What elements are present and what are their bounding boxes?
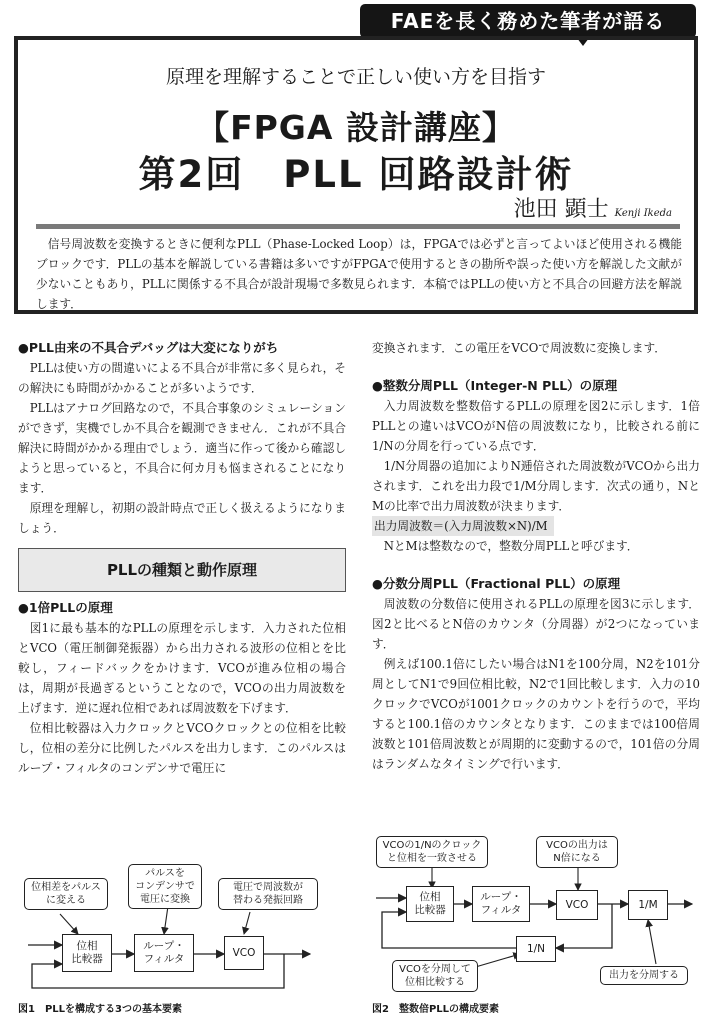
phase-comparator-block: 位相 比較器	[406, 886, 454, 922]
article-title-line1: 【FPGA 設計講座】	[196, 108, 516, 147]
heading-integer-pll: ●整数分周PLL（Integer-N PLL）の原理	[372, 378, 618, 393]
note-loop-filter: パルスを コンデンサで 電圧に変換	[128, 864, 202, 909]
note-divide-output: 出力を分周する	[600, 966, 688, 985]
note-pointer	[472, 954, 520, 968]
left-column	[18, 338, 346, 778]
note-pointer	[60, 914, 78, 934]
series-banner: FAEを長く務めた筆者が語る	[360, 4, 696, 38]
author-name-jp: 池田 顕士	[513, 197, 609, 222]
abstract: 信号周波数を変換するときに便利なPLL（Phase-Locked Loop）は，FPGAでは必ずと言ってよいほど使用される機能ブロックです．PLLの基本を解説している書籍は多いですがFPGAで使用するときの勘所や誤った使い方を解説した文献が少ないこともあり，PLLに関係する不具合が設計現場で多数見られます．本稿ではPLLの使い方と不具合の回避方法を解説します．	[36, 237, 682, 311]
paragraph: 入力周波数を整数倍するPLLの原理を図2に示します．1倍PLLとの違いはVCOがN倍の周波数になり，比較される前に1/Nの分周を行っている点です．	[372, 399, 700, 453]
author	[514, 192, 672, 223]
divider-n-block: 1/N	[516, 936, 556, 962]
figure-2-caption: 図2 整数倍PLLの構成要素	[372, 1004, 500, 1015]
loop-filter-block: ループ・ フィルタ	[134, 934, 194, 972]
paragraph: PLLは使い方の間違いによる不具合が非常に多く見られ，その解決にも時間がかかることが多いようです．	[18, 361, 346, 395]
title-rule	[36, 224, 680, 229]
paragraph: NとMは整数なので，整数分周PLLと呼びます．	[383, 539, 639, 553]
note-vco: 電圧で周波数が 替わる発振回路	[218, 878, 318, 910]
vco-block: VCO	[556, 890, 598, 920]
note-pointer	[244, 912, 250, 934]
paragraph: 図1に最も基本的なPLLの原理を示します．入力された位相とVCO（電圧制御発振器）から出力される波形の位相とを比較し，フィードバックをかけます．VCOが進み位相の場合は，周期が長過ぎるということなので，VCOの出力周波数を上げます．逆に遅れ位相であれば周波数を下げます．	[18, 621, 346, 715]
note-vco-output: VCOの出力は N倍になる	[536, 836, 618, 868]
paragraph: 原理を理解し，初期の設計時点で正しく扱えるようになりましょう．	[18, 501, 346, 535]
title-box	[14, 36, 698, 314]
paragraph: 1/N分周器の追加によりN逓倍された周波数がVCOから出力されます．これを出力段で1/M分周します．次式の通り，NとMの比率で出力周波数が決まります．	[372, 459, 700, 513]
paragraph: 周波数の分数倍に使用されるPLLの原理を図3に示します．図2と比べるとN倍のカウンタ（分周器）が2つになっています．	[372, 597, 700, 651]
paragraph: 位相比較器は入力クロックとVCOクロックとの位相を比較し，位相の差分に比例したパルスを出力します．このパルスはループ・フィルタのコンデンサで電圧に	[18, 721, 346, 775]
figure-2	[372, 834, 702, 1015]
heading-fractional-pll: ●分数分周PLL（Fractional PLL）の原理	[372, 576, 621, 591]
paragraph: 変換されます．この電圧をVCOで周波数に変換します．	[372, 341, 666, 355]
section-title: PLLの種類と動作原理	[18, 548, 346, 592]
article-subtitle: 原理を理解することで正しい使い方を目指す	[165, 66, 546, 88]
heading-debug: ●PLL由来の不具合デバッグは大変になりがち	[18, 340, 279, 355]
divider-m-block: 1/M	[628, 890, 668, 920]
note-phase-comparator: 位相差をパルス に変える	[24, 878, 108, 910]
vco-block: VCO	[224, 936, 264, 970]
loop-filter-block: ループ・ フィルタ	[472, 886, 530, 922]
paragraph: 例えば100.1倍にしたい場合はN1を100分周，N2を101分周としてN1で9回位相比較，N2で1回比較します．入力の10クロックでVCOが1001クロックのカウントを行うので，平均すると100.1倍のカウンタとなります．このままでは100倍周波数と101倍周波数とが周期的に変動するので，101倍の分周はランダムなタイミングで行います．	[372, 657, 700, 771]
figure-1-caption: 図1 PLLを構成する3つの基本要素	[18, 1004, 182, 1015]
paragraph: PLLはアナログ回路なので，不具合事象のシミュレーションができず，実機でしか不具合を観測できません．これが不具合解決に時間がかかる理由でしょう．適当に作って後から確認しようと思っていると，不具合に何カ月も悩まされることになります．	[18, 401, 346, 495]
heading-x1-pll: ●1倍PLLの原理	[18, 600, 113, 615]
note-phase-match: VCOの1/Nのクロック と位相を一致させる	[376, 836, 488, 868]
note-pointer	[648, 920, 656, 964]
figure-1	[18, 860, 348, 1015]
phase-comparator-block: 位相 比較器	[62, 934, 112, 972]
article-title-line2: 第2回 PLL 回路設計術	[138, 153, 574, 196]
right-column	[372, 338, 700, 774]
note-pointer	[164, 906, 168, 934]
note-divide-compare: VCOを分周して 位相比較する	[392, 960, 478, 992]
formula: 出力周波数＝(入力周波数×N)/M	[372, 516, 554, 536]
author-name-en: Kenji Ikeda	[614, 208, 672, 219]
